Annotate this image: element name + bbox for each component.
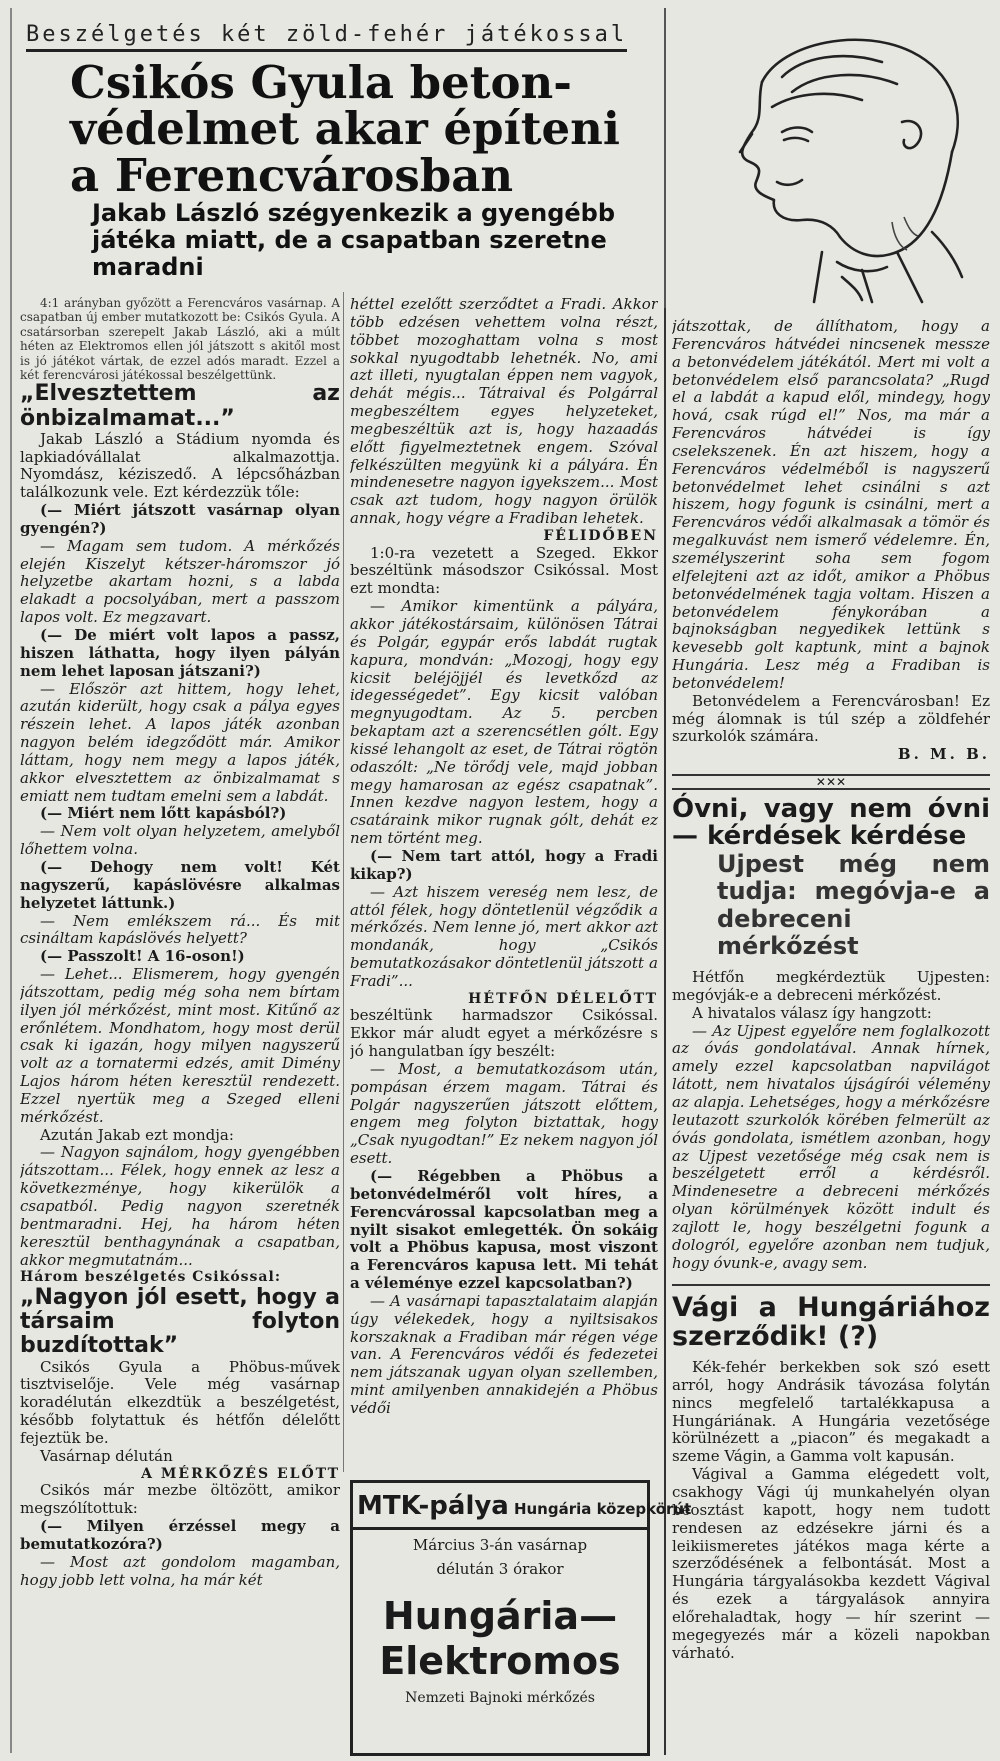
- paragraph: 1:0-ra vezetett a Szeged. Ekkor beszéltünk másodszor Csikóssal. Most ezt mondta:: [350, 543, 658, 598]
- ad-date: Március 3-án vasárnap: [412, 1536, 588, 1554]
- ad-venue-address: Hungária közepkörút: [513, 1500, 692, 1518]
- paragraph: Betonvédelem a Ferencvárosban! Ez még álomnak is túl szép a zöldfehér szurkolók számára.: [672, 691, 990, 746]
- lead-paragraph: 4:1 arányban győzött a Ferencváros vasárnap. A csapatban új ember mutatkozott be: Csikós Gyula. A csatársorban szerepelt Jakab László, aki a múlt héten az Elektromos ellen jól játszott s akitől most is jó játékot vártak, de ezzel adós maradt. Ezzel a két ferencvárosi játékossal beszélgettünk.: [20, 296, 340, 382]
- ad-time: délután 3 órakor: [436, 1560, 564, 1578]
- paragraph: Kék-fehér berkekben sok szó esett arról, hogy Andrásik távozása folytán nincs megfelelő tartalékkapusa a Hungáriának. A Hungária vezetősége körülnézett a „piacon” és megakadt a szeme Vágin, a Gamma volt kapusán.: [672, 1358, 990, 1466]
- answer: — A vasárnapi tapasztalataim alapján úgy vélekedek, hogy a nyiltsisakos korszaknak a Fradiban már régen vége van. A Ferencváros védői és fedezetei nem játszanak ugyan olyan szellemben, mint amilyenben annakidején a Phöbus védői: [350, 1291, 658, 1417]
- paragraph: Csikós már mezbe öltözött, amikor megszólítottuk:: [20, 1481, 340, 1518]
- paragraph: Azután Jakab ezt mondja:: [40, 1125, 234, 1144]
- column-2: [350, 296, 658, 1472]
- column-3: [672, 318, 990, 1758]
- column-rule-1: [343, 292, 344, 1472]
- time-label: FÉLIDŐBEN: [543, 527, 658, 544]
- intro-line: Három beszélgetés Csikóssal:: [20, 1269, 281, 1286]
- question: (— Nem tart attól, hogy a Fradi kikap?): [350, 846, 658, 883]
- time-label: A MÉRKŐZÉS ELŐTT: [141, 1465, 340, 1482]
- ad-team-home: Hungária—: [382, 1594, 618, 1638]
- ad-team-away: Elektromos: [379, 1638, 621, 1683]
- question: (— Miért játszott vasárnap olyan gyengén?): [20, 501, 340, 537]
- answer: — Az Ujpest egyelőre nem foglalkozott az óvás gondolatával. Annak hírnek, amely ezzel kapcsolatban napvilágot látott, nem hivatalos újságírói vélemény az alapja. Lehetséges, hogy a mérkőzésre leutazott szurkolók körében felmerült az óvás gondolata, ismétlem azonban, hogy az Ujpest vezetősége még csak nem is beszélgetett erről a kérdésről. Mindenesetre a debreceni mérkőzés olyan körülmények között indult és zajlott le, hogy beszélgetni fogunk a dologról, egyelőre azonban nem tudjuk, hogy óvunk-e, avagy sem.: [672, 1021, 990, 1272]
- answer: héttel ezelőtt szerződtet a Fradi. Akkor több edzésen vehettem volna részt, többet mozoghattam volna s most sokkal nyugodtabb lehetnék. No, ami azt illeti, nyugtalan éppen nem vagyok, dehát mégis... Tátraival és Polgárral megbeszéltem egyes helyzeteket, megbeszéltük azt is, hogy hazaadás előtt figyelmeztetnek engem. Szóval felkészülten megyünk ki a pályára. Én mindenesetre nagyon igyekszem... Most csak azt tudom, hogy nagyon örülök annak, hogy végre a Fradiban lehetek.: [350, 296, 658, 528]
- caricature-illustration: [722, 22, 992, 307]
- box-subheadline-1: Ujpest még nem tudja: megóvja-e a debreceni mérkőzést: [717, 849, 990, 961]
- section-divider: [672, 1284, 990, 1286]
- paragraph: Csikós Gyula a Phöbus-művek tisztviselője. Vele még vasárnap koradélután elkezdtük a beszélgetést, később folytattuk és hétfőn délelőtt fejeztük be.: [20, 1357, 340, 1447]
- column-rule-2: [664, 300, 666, 1755]
- paragraph: A hivatalos válasz így hangzott:: [692, 1003, 932, 1022]
- column-1: [20, 296, 340, 1756]
- ad-venue-name: MTK-pálya: [357, 1491, 509, 1521]
- left-border: [10, 8, 12, 1753]
- answer: — Nem emlékszem rá... És mit csináltam kapáslövés helyett?: [20, 911, 340, 948]
- answer: játszottak, de állíthatom, hogy a Ferencváros hátvédei nincsenek messze a betonvédelem játékától. Mert mi volt a betonvédelem első parancsolata? „Rugd el a labdát a kapud elől, mindegy, hogy hová, csak rúgd el!” Nos, ma már a Ferencváros hátvédei is így cselekszenek. Én azt hiszem, hogy a Ferencváros védelméből is nagyszerű betonvédelmet lehet csinálni s azt hiszem, hogy fogunk is csinálni, mert a Ferencváros védői alkalmasak a tömör és megalkuvást nem ismerő védelemre. Én, személyszerint soha sem fogom elfelejteni azt az időt, amikor a Phöbus betonvédelmének tagja voltam. Hiszen a betonvédelem fénykorában a bajnokságban negyedikek lettünk s kevesebb golt kaptunk, mint a bajnok Hungária. Lesz még a Fradiban is betonvédelem!: [672, 318, 990, 692]
- question: (— Régebben a Phöbus a betonvédelméről volt híres, a Ferencvárossal kapcsolatban meg a nyilt sisakot emlegették. Ön sokáig volt a Phöbus kapusa, most viszont a Ferencváros kapusa lett. Mi tehát a véleménye ezzel kapcsolatban?): [350, 1166, 658, 1293]
- question: (— Miért nem lőtt kapásból?): [40, 804, 287, 823]
- answer: — Nem volt olyan helyzetem, amelyből lőhettem volna.: [20, 822, 340, 859]
- subheadline: Jakab László szégyenkezik a gyengébb játéka miatt, de a csapatban szeretne maradni: [92, 199, 616, 281]
- answer: — Magam sem tudom. A mérkőzés elején Kiszelyt kétszer-háromszor jó helyzetbe akartam hozni, s a labda elakadt a pocsolyában, mert a passzom lapos volt. Ez megzavart.: [20, 536, 340, 627]
- box-headline-1: Óvni, vagy nem óvni — kérdések kérdése: [672, 794, 990, 852]
- answer: — Először azt hittem, hogy lehet, azután kiderült, hogy csak a pálya egyes részein lehet. A lapos játék azonban nagyon belém idegződött már. Amikor láttam, hogy nem megy a lapos játék, akkor elvesztettem az önbizalmamat s emiatt nem tudtam emelni sem a labdát.: [20, 679, 340, 805]
- paragraph: beszéltünk harmadszor Csikóssal. Ekkor már aludt egyet a mérkőzésre s jó hangulatban így beszélt:: [350, 1006, 658, 1061]
- paragraph: Vágival a Gamma elégedett volt, csakhogy Vági új munkahelyén olyan beosztást kapott, hogy nem tudott rendesen az edzésekre járni és a leikiismeretes játékos maga kérte a szerződésének a felbontását. Most a Hungária tárgyalásokba kezdett Vágival és ezek a tárgyalások annyira előrehaladtak, hogy — hír szerint — megegyezés már a közeli napokban várható.: [672, 1465, 990, 1662]
- ornament-divider: ✕✕✕: [672, 774, 990, 790]
- section-kicker: Beszélgetés két zöld-fehér játékossal: [26, 22, 627, 52]
- question: (— Passzolt! A 16-oson!): [40, 947, 245, 966]
- question: (— De miért volt lapos a passz, hiszen láthatta, hogy ilyen pályán nem lehet laposan játszani?): [20, 626, 340, 680]
- answer: — Azt hiszem vereség nem lesz, de attól félek, hogy döntetlenül végződik a mérkőzés. Nem lenne jó, mert akkor azt mondanák, hogy „Csikós bemutatkozásakor döntetlenül játszott a Fradi”...: [350, 882, 658, 990]
- headline: Csikós Gyula beton-védelmet akar építeni a Ferencvárosban: [70, 56, 620, 202]
- ad-header: [353, 1483, 692, 1530]
- answer: — Nagyon sajnálom, hogy gyengébben játszottam... Félek, hogy ennek az lesz a következménye, hogy kikerülök a csapatból. Pedig nagyon szeretnék bentmaradni. Hej, ha három héten keresztül benthagynának a csapatban, akkor megmutatnám...: [20, 1143, 340, 1269]
- answer: — Amikor kimentünk a pályára, akkor játékostársaim, különösen Tátrai és Polgár, egypár erős labdát rugtak kapura, mondván: „Mozogj, hogy egy kicsit beléjöjjél és levetkőzd az idegességedet”. Egy kicsit valóban megnyugodtam. Az 5. percben bekaptam azt a szerencsétlen gólt. Egy kissé lehangolt az eset, de Tátrai rögtön odaszólt: „Ne törődj vele, majd jobban megy hamarosan az egész csapatnak”. Innen kezdve nagyon lestem, hogy a csatáraink mikor rugnak gólt, dehát ez nem történt meg.: [350, 597, 658, 848]
- ad-footer: Nemzeti Bajnoki mérkőzés: [405, 1689, 595, 1706]
- answer: — Most azt gondolom magamban, hogy jobb lett volna, ha már két: [20, 1552, 340, 1589]
- paragraph: Jakab László a Stádium nyomda és lapkiadóvállalat alkalmazottja. Nyomdász, kéziszedő. A lépcsőházban találkozunk vele. Ezt kérdezzük tőle:: [20, 429, 340, 502]
- question: (— Dehogy nem volt! Két nagyszerű, kapáslövésre alkalmas helyzetet láttunk.): [20, 857, 340, 912]
- author-signature: B. M. B.: [897, 745, 990, 764]
- paragraph: Hétfőn megkérdeztük Ujpesten: megóvják-e a debreceni mérkőzést.: [672, 968, 990, 1004]
- section-heading-2: „Nagyon jól esett, hogy a társaim folyton buzdítottak”: [20, 1285, 340, 1359]
- time-label: HÉTFŐN DÉLELŐTT: [468, 990, 658, 1007]
- answer: — Most, a bemutatkozásom után, pompásan érzem magam. Tátrai és Polgár nagyszerűen játszott előttem, engem meg folyton biztattak, hogy „Csak nyugodtan!” Ez nekem nagyon jól esett.: [350, 1059, 658, 1168]
- match-advertisement: [350, 1480, 692, 1756]
- section-heading-1: „Elvesztettem az önbizalmamat...”: [20, 381, 340, 431]
- paragraph: Vasárnap délután: [40, 1446, 173, 1465]
- box-headline-2: Vági a Hungáriához szerződik! (?): [672, 1292, 990, 1352]
- answer: — Lehet... Elismerem, hogy gyengén játszottam, pedig még soha nem bírtam ilyen jól mérkőzést, mint most. Kitűnő az erőnlétem. Mondhatom, hogy most derül csak ki igazán, hogy milyen nagyszerű volt az a tornatermi edzés, amit Dimény Lajos három héten keresztül rendezett. Ezzel nyertük meg a Szeged elleni mérkőzést.: [20, 965, 340, 1126]
- question: (— Milyen érzéssel megy a bemutatkozóra?): [20, 1517, 340, 1553]
